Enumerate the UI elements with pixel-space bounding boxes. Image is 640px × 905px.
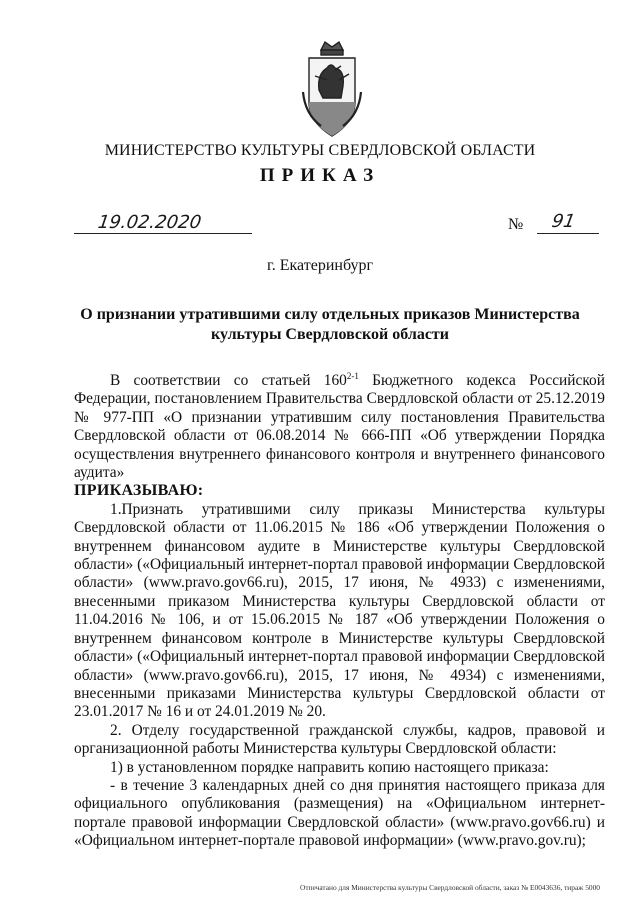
item-2-1-dash: - в течение 3 календарных дней со дня принятия настоящего приказа для официального опубликования (размещения) на «Официальном интернет-портале правовой информации Свердловской области» (www.pravo.gov66.ru) и «Официальном интернет-портале правовой информации» (www.pravo.gov.ru); [74, 776, 605, 850]
coat-of-arms-emblem [301, 40, 363, 150]
number-label: № [508, 216, 524, 233]
date-underline [74, 233, 252, 234]
document-type: ПРИКАЗ [259, 165, 381, 186]
city: г. Екатеринбург [266, 257, 374, 274]
number-underline [537, 233, 599, 234]
ministry-name: МИНИСТЕРСТВО КУЛЬТУРЫ СВЕРДЛОВСКОЙ ОБЛАСТИ [104, 142, 536, 159]
preamble-text-start: В соответствии со статьей 160 [110, 372, 347, 389]
handwritten-date: 19.02.2020 [96, 212, 203, 233]
document-body [74, 372, 605, 851]
article-superscript: 2-1 [346, 370, 359, 381]
document-title: О признании утратившими силу отдельных приказов Министерства культуры Свердловской области [80, 306, 580, 343]
item-1: 1.Признать утратившими силу приказы Министерства культуры Свердловской области от 11.06.2015 № 186 «Об утверждении Положения о внутреннем финансовом аудите в Министерстве культуры Свердловской области» («Официальный интернет-портал правовой информации Свердловской области» (www.pravo.gov66.ru), 2015, 17 июня, № 4933) с изменениями, внесенными приказом Министерства культуры Свердловской области от 11.04.2016 № 106, и от 15.06.2015 № 187 «Об утверждении Положения о внутреннем финансовом контроле в Министерстве культуры Свердловской области» («Официальный интернет-портал правовой информации Свердловской области» (www.pravo.gov66.ru), 2015, 17 июня, № 4934) с изменениями, внесенными приказами Министерства культуры Свердловской области от 23.01.2017 № 16 и от 24.01.2019 № 20. [74, 500, 605, 721]
preamble-text-end: Бюджетного кодекса Российской Федерации, постановлением Правительства Свердловской области от 25.12.2019 № 977-ПП «О признании утратившим силу постановления Правительства Свердловской области от 06.08.2014 № 666-ПП «Об утверждении Порядка осуществления внутреннего финансового контроля и внутреннего финансового аудита» [74, 372, 605, 482]
print-footer: Отпечатано для Министерства культуры Свердловской области, заказ № Е0043636, тираж 5000 [300, 883, 600, 892]
preamble [74, 372, 605, 482]
item-2: 2. Отделу государственной гражданской службы, кадров, правовой и организационной работы Министерства культуры Свердловской области: [74, 721, 605, 758]
item-2-1: 1) в установленном порядке направить копию настоящего приказа: [110, 758, 549, 776]
order-word: ПРИКАЗЫВАЮ: [74, 482, 204, 500]
handwritten-number: 91 [550, 211, 577, 232]
